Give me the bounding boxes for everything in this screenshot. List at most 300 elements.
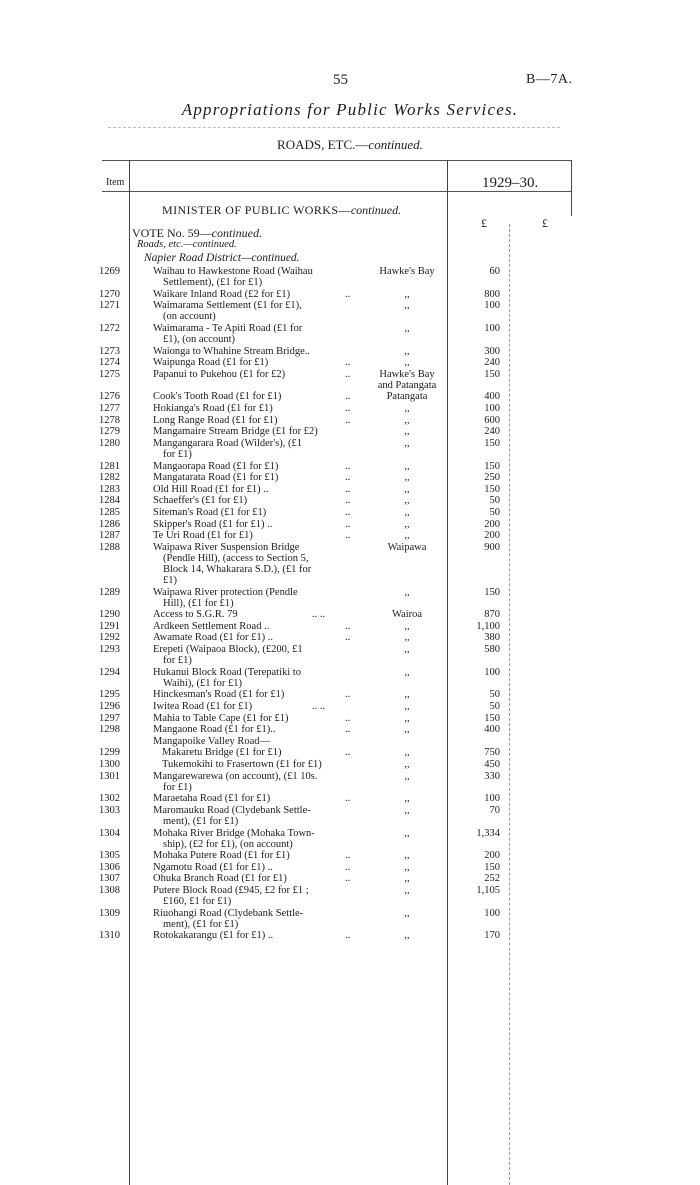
item-description: [153, 346, 363, 357]
district-line: ,,: [404, 885, 410, 897]
amount-column-rule: [509, 224, 510, 1185]
district-line: ,,: [404, 873, 410, 885]
item-number: 1271: [99, 300, 120, 312]
item-number: 1290: [99, 609, 120, 621]
description-line: Hukanui Block Road (Terepatiki to: [153, 666, 301, 678]
district-line: ,,: [404, 666, 410, 678]
district-name: [366, 438, 448, 449]
item-description: [153, 701, 363, 712]
vote-heading-main: VOTE No. 59—: [132, 226, 212, 240]
description-line: Makaretu Bridge (£1 for £1): [162, 747, 282, 759]
item-number: 1306: [99, 861, 120, 873]
item-description: [153, 519, 363, 530]
leader-dots: .. ..: [312, 609, 326, 621]
item-number: 1304: [99, 827, 120, 839]
appropriation-amount: 50: [489, 689, 500, 701]
district-line: ,,: [404, 724, 410, 736]
district-line: ,,: [404, 700, 410, 712]
district-line: Hawke's Bay: [379, 266, 435, 277]
description-line: Rotokakarangu (£1 for £1) ..: [153, 930, 274, 942]
description-line: Ohuka Branch Road (£1 for £1): [153, 873, 287, 885]
ministry-heading: [162, 203, 401, 218]
item-description: [153, 542, 363, 586]
appropriation-amount: 150: [484, 861, 500, 873]
appropriation-amount: 170: [484, 930, 500, 942]
description-line: Mangaorapa Road (£1 for £1): [153, 460, 279, 472]
item-number: 1308: [99, 885, 120, 897]
page-title: Appropriations for Public Works Services.: [181, 100, 519, 119]
item-number: 1310: [99, 930, 120, 942]
district-name: [366, 793, 448, 804]
description-continuation: for £1): [163, 448, 192, 460]
appropriation-amount: 400: [484, 391, 500, 403]
appropriation-amount: 200: [484, 850, 500, 862]
item-description: [153, 357, 363, 368]
appropriation-amount: 300: [484, 345, 500, 357]
appropriation-amount: 240: [484, 426, 500, 438]
appropriation-amount: 150: [484, 586, 500, 598]
description-line: Waipunga Road (£1 for £1): [153, 357, 269, 369]
district-line: ,,: [404, 804, 410, 816]
appropriation-amount: 150: [484, 437, 500, 449]
item-description: [153, 873, 363, 884]
appropriation-amount: 580: [484, 644, 500, 656]
description-continuation: for £1): [163, 781, 192, 793]
leader-dots: ..: [345, 712, 351, 724]
district-name: [366, 323, 448, 334]
appropriation-amount: 150: [484, 460, 500, 472]
district-line: Waipawa: [387, 541, 427, 553]
district-line: ,,: [404, 288, 410, 300]
description-line: Cook's Tooth Road (£1 for £1): [153, 391, 282, 403]
item-number: 1301: [99, 770, 120, 782]
description-line: Schaeffer's (£1 for £1): [153, 495, 248, 507]
district-name: [366, 472, 448, 483]
district-line: ,,: [404, 586, 410, 598]
description-line: Mangangarara Road (Wilder's), (£1: [153, 437, 302, 449]
description-continuation: Settlement), (£1 for £1): [163, 277, 263, 288]
description-line: Tukemokihi to Frasertown (£1 for £1): [162, 759, 322, 771]
description-continuation: (on account): [163, 311, 216, 323]
description-line: Mohaka River Bridge (Mohaka Town-: [153, 827, 315, 839]
appropriation-amount: 50: [489, 700, 500, 712]
leader-dots: .. ..: [312, 700, 326, 712]
description-line: Mangaone Road (£1 for £1)..: [153, 724, 276, 736]
district-name: [366, 346, 448, 357]
leader-dots: ..: [345, 850, 351, 862]
description-line: Ngamotu Road (£1 for £1) ..: [153, 861, 273, 873]
district-line: ,,: [404, 907, 410, 919]
district-line: and Patangata: [377, 379, 437, 391]
district-name: [366, 759, 448, 770]
district-line: ,,: [404, 345, 410, 357]
appropriation-amount: 60: [489, 266, 500, 277]
leader-dots: ..: [345, 747, 351, 759]
vote-heading-continued: continued.: [211, 226, 262, 240]
item-column-header: Item: [106, 177, 125, 188]
description-line: Hokianga's Road (£1 for £1): [153, 403, 273, 415]
district-name: [366, 908, 448, 919]
description-line: Siteman's Road (£1 for £1): [153, 507, 267, 519]
district-name: [366, 862, 448, 873]
district-line: ,,: [404, 850, 410, 862]
item-number: 1278: [99, 414, 120, 426]
district-line: ,,: [404, 861, 410, 873]
district-line: ,,: [404, 930, 410, 942]
description-line: Mangapoike Valley Road—: [153, 735, 271, 747]
district-line: ,,: [404, 357, 410, 369]
leader-dots: ..: [345, 873, 351, 885]
district-line: ,,: [404, 300, 410, 312]
description-line: Long Range Road (£1 for £1): [153, 414, 278, 426]
appropriation-amount: 250: [484, 472, 500, 484]
district-name: [366, 426, 448, 437]
leader-dots: ..: [345, 861, 351, 873]
district-name: [366, 828, 448, 839]
description-continuation: £1), (on account): [163, 333, 236, 345]
item-number: 1277: [99, 403, 120, 415]
section-heading: [0, 137, 700, 153]
description-line: Te Uri Road (£1 for £1): [153, 530, 253, 542]
page-number: 55: [333, 72, 348, 88]
district-line: ,,: [404, 322, 410, 334]
appropriation-amount: 50: [489, 495, 500, 507]
description-line: Old Hill Road (£1 for £1) ..: [153, 483, 269, 495]
item-description: [153, 805, 363, 827]
description-line: Awamate Road (£1 for £1) ..: [153, 632, 274, 644]
item-number: 1295: [99, 689, 120, 701]
district-line: ,,: [404, 414, 410, 426]
description-continuation: £160, £1 for £1): [163, 896, 232, 908]
item-description: [162, 747, 372, 758]
total-column-rule: [571, 160, 572, 216]
appropriation-amount: 750: [484, 747, 500, 759]
district-name: [366, 667, 448, 678]
item-number: 1293: [99, 644, 120, 656]
district-line: ,,: [404, 827, 410, 839]
leader-dots: ..: [345, 689, 351, 701]
description-continuation: ment), (£1 for £1): [163, 815, 239, 827]
description-line: Maraetaha Road (£1 for £1): [153, 793, 271, 805]
item-description: [153, 530, 363, 541]
description-line: Skipper's Road (£1 for £1) ..: [153, 518, 273, 530]
item-number: 1298: [99, 724, 120, 736]
appropriation-amount: 200: [484, 518, 500, 530]
pound-unit-label-total: £: [542, 216, 548, 230]
title-divider: [108, 127, 560, 128]
item-description: [153, 862, 363, 873]
item-description: [153, 908, 363, 930]
leader-dots: ..: [345, 793, 351, 805]
district-line: ,,: [404, 747, 410, 759]
district-name: [366, 530, 448, 541]
district-line: ,,: [404, 403, 410, 415]
description-line: Mahia to Table Cape (£1 for £1): [153, 712, 289, 724]
leader-dots: ..: [345, 620, 351, 632]
item-number: 1284: [99, 495, 120, 507]
district-name: [366, 403, 448, 414]
leader-dots: ..: [345, 518, 351, 530]
item-number: 1269: [99, 266, 120, 277]
description-continuation: Hill), (£1 for £1): [163, 597, 234, 609]
year-column-header: 1929–30.: [482, 175, 539, 191]
description-continuation: ment), (£1 for £1): [163, 918, 239, 930]
district-name: [366, 266, 448, 277]
district-name: [366, 850, 448, 861]
description-line: Waimarama Settlement (£1 for £1),: [153, 300, 302, 312]
item-number: 1273: [99, 345, 120, 357]
district-line: Hawke's Bay: [379, 368, 435, 380]
district-line: ,,: [404, 759, 410, 771]
item-number: 1296: [99, 700, 120, 712]
district-name: [366, 495, 448, 506]
item-description: [153, 266, 363, 288]
appropriation-amount: 150: [484, 483, 500, 495]
district-name: [366, 357, 448, 368]
item-column-rule: [129, 160, 130, 1185]
district-name: [366, 771, 448, 782]
district-name: [366, 885, 448, 896]
item-number: 1274: [99, 357, 120, 369]
item-number: 1283: [99, 483, 120, 495]
district-line: ,,: [404, 793, 410, 805]
appropriation-amount: 600: [484, 414, 500, 426]
item-description: [153, 507, 363, 518]
district-name: [366, 507, 448, 518]
leader-dots: ..: [345, 357, 351, 369]
item-description: [153, 885, 363, 907]
item-number: 1307: [99, 873, 120, 885]
leader-dots: ..: [345, 460, 351, 472]
district-line: ,,: [404, 620, 410, 632]
district-name: [366, 542, 448, 553]
item-number: 1272: [99, 322, 120, 334]
item-number: 1276: [99, 391, 120, 403]
item-description: [153, 438, 363, 460]
district-name: [366, 587, 448, 598]
description-line: Waihau to Hawkestone Road (Waihau: [153, 266, 313, 277]
district-line: ,,: [404, 530, 410, 542]
item-description: [153, 689, 363, 700]
district-name: [366, 484, 448, 495]
appropriation-amount: 870: [484, 609, 500, 621]
item-number: 1305: [99, 850, 120, 862]
description-line: Maromauku Road (Clydebank Settle-: [153, 804, 311, 816]
description-continuation: (Pendle Hill), (access to Section 5,: [163, 552, 309, 564]
item-number: 1281: [99, 460, 120, 472]
item-number: 1288: [99, 541, 120, 553]
district-line: ,,: [404, 460, 410, 472]
appropriation-amount: 100: [484, 793, 500, 805]
district-subheading: Napier Road District—continued.: [144, 252, 300, 264]
item-description: [153, 289, 363, 300]
appropriation-amount: 100: [484, 907, 500, 919]
leader-dots: ..: [345, 930, 351, 942]
district-name: [366, 519, 448, 530]
item-description: [153, 495, 363, 506]
description-line: Erepeti (Waipaoa Block), (£200, £1: [153, 644, 303, 656]
item-description: [153, 587, 363, 609]
district-line: ,,: [404, 518, 410, 530]
item-number: 1280: [99, 437, 120, 449]
description-line: Waikare Inland Road (£2 for £1): [153, 288, 291, 300]
description-continuation: for £1): [163, 655, 192, 667]
district-name: [366, 747, 448, 758]
item-description: [153, 391, 363, 402]
description-line: Papanui to Pukehou (£1 for £2): [153, 368, 286, 380]
district-name: [366, 415, 448, 426]
ministry-heading-main: MINISTER OF PUBLIC WORKS—: [162, 203, 351, 217]
item-number: 1303: [99, 804, 120, 816]
item-description: [153, 632, 363, 643]
district-name: [366, 930, 448, 941]
district-name: [366, 621, 448, 632]
district-name: [366, 300, 448, 311]
item-number: 1294: [99, 666, 120, 678]
district-line: ,,: [404, 507, 410, 519]
ministry-heading-continued: continued.: [350, 203, 402, 217]
appropriation-amount: 900: [484, 541, 500, 553]
section-heading-continued: continued.: [368, 137, 423, 152]
item-number: 1302: [99, 793, 120, 805]
district-line: ,,: [404, 437, 410, 449]
item-description: [153, 426, 363, 437]
district-name: [366, 689, 448, 700]
appropriation-amount: 200: [484, 530, 500, 542]
district-name: [366, 701, 448, 712]
appropriation-amount: 100: [484, 666, 500, 678]
description-line: Riuohangi Road (Clydebank Settle-: [153, 907, 304, 919]
district-line: ,,: [404, 644, 410, 656]
item-number: 1289: [99, 586, 120, 598]
appropriation-amount: 330: [484, 770, 500, 782]
district-name: [366, 461, 448, 472]
item-description: [153, 713, 363, 724]
leader-dots: ..: [345, 288, 351, 300]
district-name: [366, 609, 448, 620]
item-number: 1286: [99, 518, 120, 530]
description-line: Mangarewarewa (on account), (£1 10s.: [153, 770, 318, 782]
item-description: [153, 472, 363, 483]
item-description: [153, 300, 363, 322]
item-description: [153, 484, 363, 495]
item-description: [153, 644, 363, 666]
district-line: ,,: [404, 632, 410, 644]
item-number: 1275: [99, 368, 120, 380]
district-line: ,,: [404, 483, 410, 495]
item-description: [153, 415, 363, 426]
district-line: ,,: [404, 689, 410, 701]
appropriation-amount: 50: [489, 507, 500, 519]
description-continuation: £1): [163, 574, 177, 586]
item-description: [162, 759, 372, 770]
item-description: [153, 828, 363, 850]
description-line: Hinckesman's Road (£1 for £1): [153, 689, 285, 701]
item-description: [153, 850, 363, 861]
appropriation-amount: 150: [484, 712, 500, 724]
district-name: [366, 713, 448, 724]
district-line: Patangata: [386, 391, 428, 403]
item-number: 1279: [99, 426, 120, 438]
district-name: [366, 289, 448, 300]
appropriation-amount: 240: [484, 357, 500, 369]
appropriation-amount: 380: [484, 632, 500, 644]
appropriation-amount: 1,105: [476, 885, 500, 897]
appropriation-amount: 400: [484, 724, 500, 736]
item-description: [153, 621, 363, 632]
description-line: Waionga to Whahine Stream Bridge..: [153, 345, 311, 357]
leader-dots: ..: [345, 483, 351, 495]
appropriation-amount: 70: [489, 804, 500, 816]
item-number: 1309: [99, 907, 120, 919]
description-line: Waipawa River Suspension Bridge: [153, 541, 300, 553]
table-top-rule: [102, 160, 572, 161]
district-name: [366, 644, 448, 655]
item-description: [153, 369, 363, 380]
district-line: ,,: [404, 495, 410, 507]
leader-dots: ..: [345, 472, 351, 484]
item-number: 1297: [99, 712, 120, 724]
appropriation-amount: 100: [484, 300, 500, 312]
description-line: Iwitea Road (£1 for £1): [153, 700, 253, 712]
appropriation-amount: 800: [484, 288, 500, 300]
item-description: [153, 403, 363, 414]
document-reference: B—7A.: [526, 72, 573, 87]
leader-dots: ..: [345, 632, 351, 644]
item-number: 1292: [99, 632, 120, 644]
leader-dots: ..: [345, 391, 351, 403]
item-description: [153, 771, 363, 793]
item-description: [153, 609, 363, 620]
item-number: 1291: [99, 620, 120, 632]
leader-dots: ..: [345, 368, 351, 380]
description-line: Access to S.G.R. 79: [153, 609, 238, 621]
item-description: [153, 667, 363, 689]
item-number: 1270: [99, 288, 120, 300]
district-name: [366, 724, 448, 735]
item-description: [153, 323, 363, 345]
district-name: [366, 632, 448, 643]
description-line: Mohaka Putere Road (£1 for £1): [153, 850, 290, 862]
appropriation-amount: 450: [484, 759, 500, 771]
item-number: 1287: [99, 530, 120, 542]
district-name: [366, 873, 448, 884]
item-description: [153, 736, 363, 747]
item-description: [153, 461, 363, 472]
section-heading-main: ROADS, ETC.—: [277, 137, 369, 152]
item-number: 1282: [99, 472, 120, 484]
district-line: Wairoa: [391, 609, 423, 621]
district-name: [366, 805, 448, 816]
district-name: [366, 391, 448, 402]
item-description: [153, 930, 363, 941]
district-name: [366, 369, 448, 391]
appropriation-amount: 252: [484, 873, 500, 885]
appropriation-amount: 150: [484, 368, 500, 380]
description-line: Mangamaire Stream Bridge (£1 for £2): [153, 426, 318, 438]
appropriation-amount: 1,100: [476, 620, 500, 632]
item-description: [153, 793, 363, 804]
leader-dots: ..: [345, 507, 351, 519]
appropriation-amount: 100: [484, 403, 500, 415]
description-line: Ardkeen Settlement Road ..: [153, 620, 270, 632]
appropriation-amount: 100: [484, 322, 500, 334]
district-line: ,,: [404, 472, 410, 484]
pound-unit-label: £: [481, 216, 487, 230]
leader-dots: ..: [345, 724, 351, 736]
district-line: ,,: [404, 712, 410, 724]
description-continuation: ship), (£2 for £1), (on account): [163, 838, 293, 850]
